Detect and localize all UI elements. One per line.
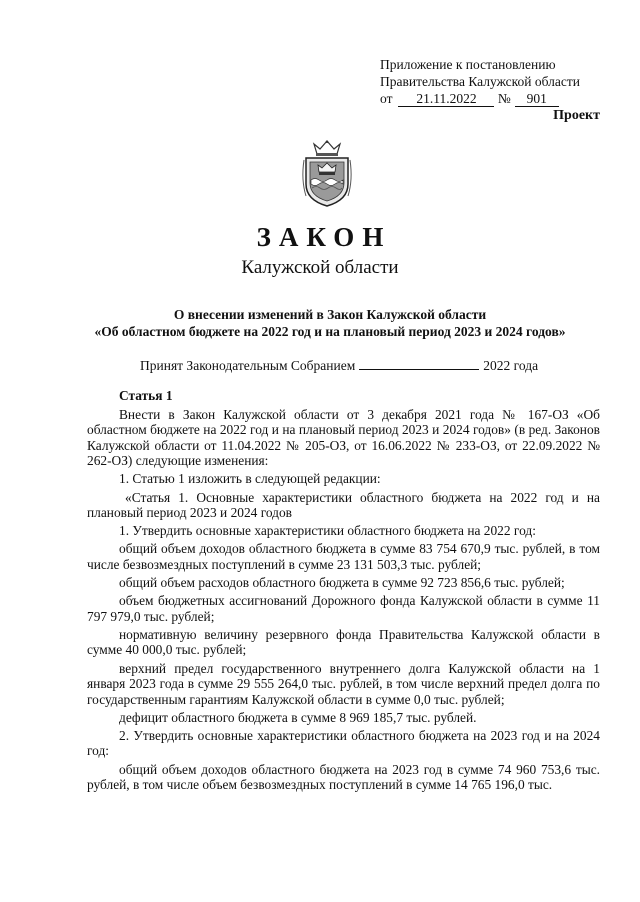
paragraph: объем бюджетных ассигнований Дорожного фонда Калужской области в сумме 11 797 979,0 тыс. рублей; [87, 593, 600, 624]
paragraph: верхний предел государственного внутреннего долга Калужской области на 1 января 2023 года в сумме 29 555 264,0 тыс. рублей, в том числе верхний предел долга по государственным гарантиям Калужской области в сумме 0,0 тыс. рублей; [87, 660, 600, 707]
appendix-date: 21.11.2022 [398, 92, 494, 107]
draft-mark: Проект [553, 108, 600, 123]
appendix-number-label: № [497, 91, 511, 106]
paragraph: нормативную величину резервного фонда Правительства Калужской области в сумме 40 000,0 тыс. рублей; [87, 626, 600, 658]
accepted-prefix: Принят Законодательным Собранием [140, 358, 356, 373]
region-name: Калужской области [241, 257, 399, 278]
law-subject-line-1: О внесении изменений в Закон Калужской области [173, 307, 487, 322]
paragraph: общий объем расходов областного бюджета в сумме 92 723 856,6 тыс. рублей; [119, 575, 565, 591]
paragraph: «Статья 1. Основные характеристики областного бюджета на 2022 год и на плановый период 2023 и 2024 годов [87, 489, 600, 521]
article-title: Статья 1 [119, 388, 173, 403]
paragraph: Внести в Закон Калужской области от 3 декабря 2021 года № 167-ОЗ «Об областном бюджете на 2022 год и на плановый период 2023 и 2024 годов» (в ред. Законов Калужской области от 11.04.2022 № 205-ОЗ, от 16.06.2022 № 233-ОЗ, от 22.09.2022 № 262-ОЗ) следующие изменения: [87, 406, 600, 469]
appendix-line-1: Приложение к постановлению [380, 57, 556, 72]
paragraph: дефицит областного бюджета в сумме 8 969 185,7 тыс. рублей. [119, 709, 477, 725]
paragraph: общий объем доходов областного бюджета на 2023 год в сумме 74 960 753,6 тыс. рублей, в том числе объем безвозмездных поступлений в сумме 14 765 196,0 тыс. [87, 761, 600, 793]
accepted-date-blank [359, 357, 479, 370]
paragraph: 1. Утвердить основные характеристики областного бюджета на 2022 год: [119, 523, 536, 539]
appendix-from-label: от [380, 91, 393, 106]
law-body [87, 388, 600, 795]
document-title: ЗАКОН [256, 222, 392, 252]
paragraph: общий объем доходов областного бюджета в сумме 83 754 670,9 тыс. рублей, в том числе безвозмездных поступлений в сумме 23 131 503,3 тыс. рублей; [87, 541, 600, 572]
appendix-number: 901 [515, 92, 559, 107]
paragraph: 1. Статью 1 изложить в следующей редакции: [119, 471, 381, 487]
appendix-line-3 [380, 90, 620, 107]
appendix-block [380, 56, 620, 107]
paragraph: 2. Утвердить основные характеристики областного бюджета на 2023 год и на 2024 год: [87, 727, 600, 759]
kaluga-coat-of-arms-icon [300, 140, 354, 208]
law-subject [80, 306, 580, 340]
law-subject-line-2: «Об областном бюджете на 2022 год и на плановый период 2023 и 2024 годов» [94, 324, 566, 339]
appendix-line-2: Правительства Калужской области [380, 74, 581, 89]
accepted-suffix: 2022 года [483, 358, 539, 373]
accepted-line [140, 357, 538, 374]
